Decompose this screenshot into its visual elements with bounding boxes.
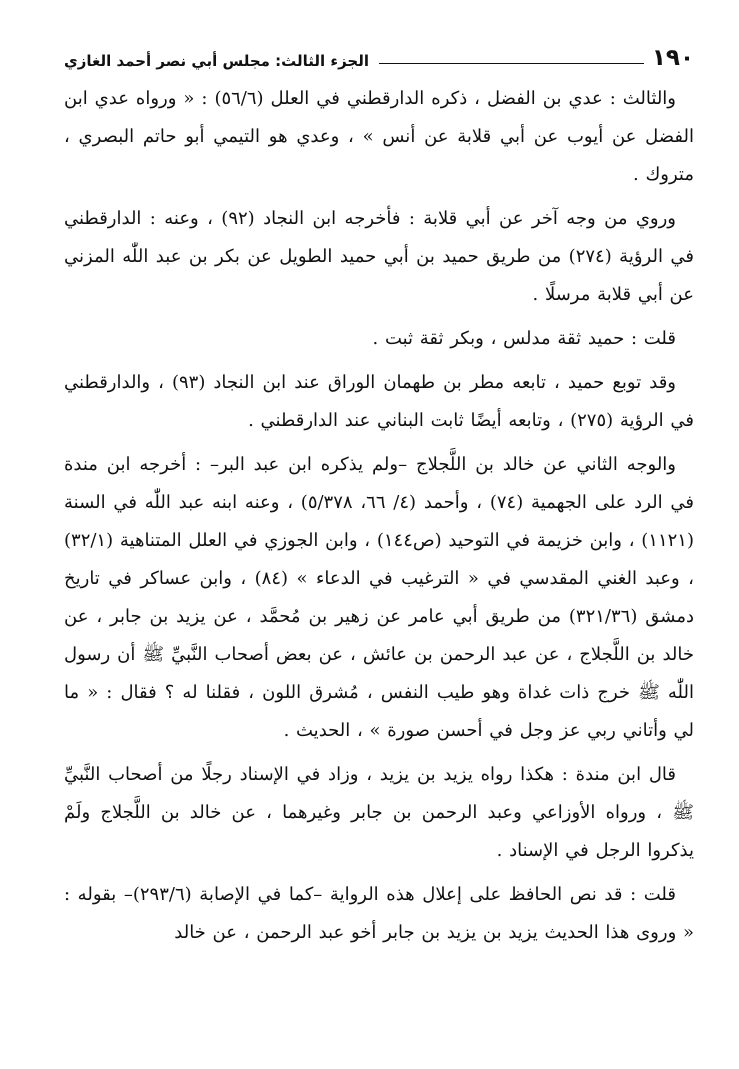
paragraph-6: قال ابن مندة : هكذا رواه يزيد بن يزيد ، وزاد في الإسناد رجلًا من أصحاب النَّبيِّ ﷺ ، ورواه الأوزاعي وعبد الرحمن بن جابر وغيرهما ، عن خالد بن اللَّجلاج ولَمْ يذكروا الرجل في الإسناد . [64, 764, 694, 861]
paragraph-4: وقد توبع حميد ، تابعه مطر بن طهمان الوراق عند ابن النجاد (٩٣) ، والدارقطني في الرؤية (٢٧٥) ، وتابعه أيضًا ثابت البناني عند الدارقطني . [64, 372, 694, 431]
page-number: ١٩٠ [651, 45, 694, 71]
body-text [64, 80, 694, 952]
running-title: الجزء الثالث: مجلس أبي نصر أحمد الغازي [64, 52, 370, 70]
paragraph-2: وروي من وجه آخر عن أبي قلابة : فأخرجه ابن النجاد (٩٢) ، وعنه : الدارقطني في الرؤية (٢٧٤) من طريق حميد بن أبي حميد الطويل عن بكر بن عبد اللّٰه المزني عن أبي قلابة مرسلًا . [64, 208, 694, 305]
paragraph-1: والثالث : عدي بن الفضل ، ذكره الدارقطني في العلل (٥٦/٦) : « ورواه عدي ابن الفضل عن أيوب عن أبي قلابة عن أنس » ، وعدي هو التيمي أبو حاتم البصري ، متروك . [64, 88, 694, 185]
paragraph-3: قلت : حميد ثقة مدلس ، وبكر ثقة ثبت . [372, 328, 676, 349]
header-rule [379, 63, 644, 64]
paragraph-5: والوجه الثاني عن خالد بن اللَّجلاج –ولم يذكره ابن عبد البر– : أخرجه ابن مندة في الرد على الجهمية (٧٤) ، وأحمد (٤/ ٦٦، ٥/٣٧٨) ، وعنه ابنه عبد اللّٰه في السنة (١١٢١) ، وابن خزيمة في التوحيد (ص١٤٤) ، وابن الجوزي في العلل المتناهية (٣٢/١) ، وعبد الغني المقدسي في « الترغيب في الدعاء » (٨٤) ، وابن عساكر في تاريخ دمشق (٣٢١/٣٦) من طريق أبي عامر عن زهير بن مُحمَّد ، عن يزيد بن جابر ، عن خالد بن اللَّجلاج ، عن عبد الرحمن بن عائش ، عن بعض أصحاب النَّبيِّ ﷺ أن رسول اللّٰه ﷺ خرج ذات غداة وهو طيب النفس ، مُشرق اللون ، فقلنا له ؟ فقال : « ما لي وأتاني ربي عز وجل في أحسن صورة » ، الحديث . [64, 454, 694, 741]
page-header [64, 38, 694, 72]
paragraph-7: قلت : قد نص الحافظ على إعلال هذه الرواية –كما في الإصابة (٢٩٣/٦)– بقوله : « وروى هذا الحديث يزيد بن يزيد بن جابر أخو عبد الرحمن ، عن خالد [64, 884, 694, 943]
book-page [64, 38, 694, 1053]
